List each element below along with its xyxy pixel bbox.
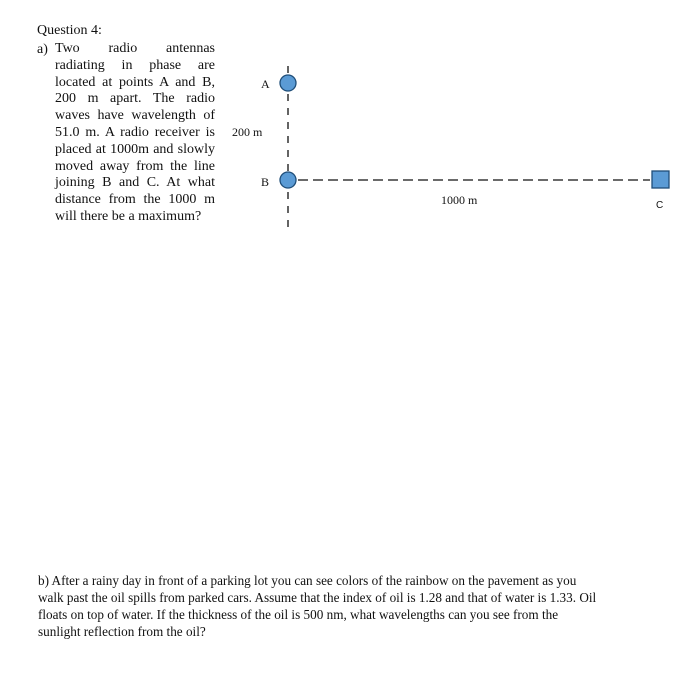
antenna-a-icon (280, 75, 296, 91)
antenna-b-icon (280, 172, 296, 188)
point-a-label: A (261, 77, 270, 91)
point-b-label: B (261, 175, 270, 189)
part-a-label: a) (37, 42, 48, 57)
point-c-label: C (656, 200, 664, 211)
question-title: Question 4: (37, 23, 102, 38)
antenna-diagram-svg (225, 58, 675, 248)
part-b-question-text: b) After a rainy day in front of a parking lot you can see colors of the rainbow on the pavement as you walk past the oil spills from parked cars. Assume that the index of oil is 1.28 and that of water is 1.33. Oil floats on top of water. If the thickness of the oil is 500 nm, what wavelengths can you see from the sunlight reflection from the oil? (38, 573, 597, 639)
horizontal-distance-label: 1000 m (441, 193, 478, 207)
vertical-distance-label: 200 m (232, 125, 263, 139)
receiver-c-icon (652, 171, 669, 188)
part-a-question-text: Two radio antennas radiating in phase are located at points A and B, 200 m apart. The radio waves have wavelength of 51.0 m. A radio receiver is placed at 1000m and slowly moved away from the line joining B and C. At what distance from the 1000 m will there be a maximum? (55, 41, 215, 224)
antenna-diagram (225, 58, 675, 248)
